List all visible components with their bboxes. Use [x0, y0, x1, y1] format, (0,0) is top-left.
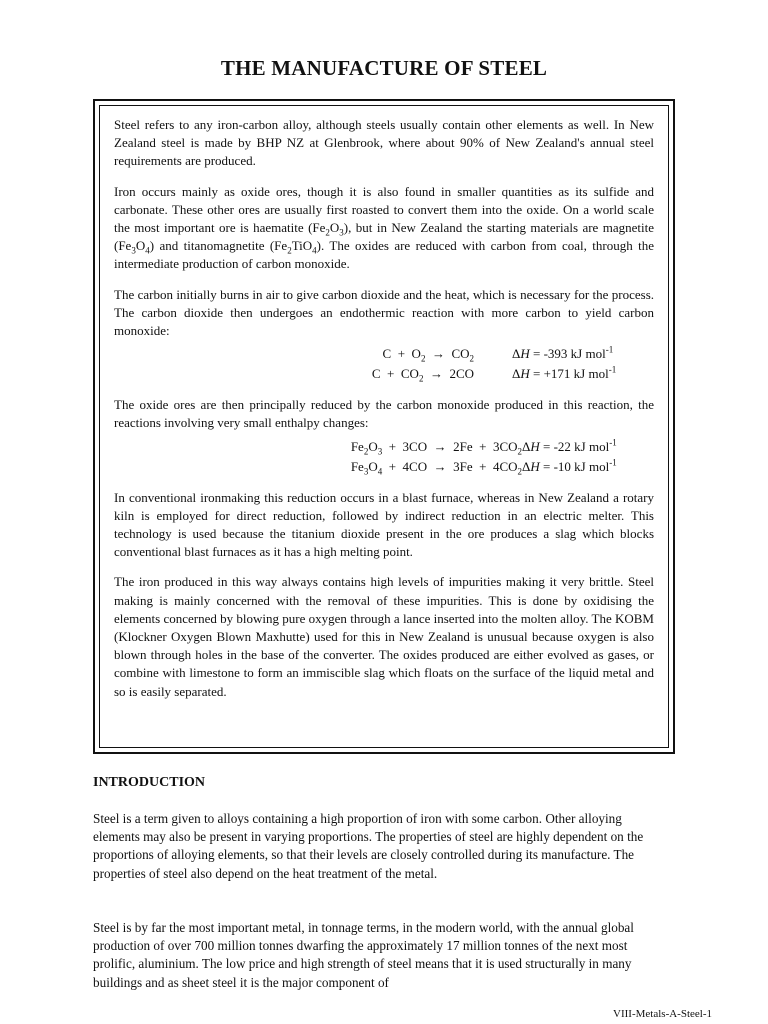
summary-paragraph-5: In conventional ironmaking this reduction occurs in a blast furnace, whereas in New Zealand a rotary kiln is employed for direct reduction, followed by indirect reduction in an electric melter. This technology is used because the titanium dioxide present in the ore produces a slag which blocks conventional blast furnaces as it has a high melting point.: [114, 489, 654, 560]
summary-paragraph-6: The iron produced in this way always contains high levels of impurities making it very brittle. Steel making is mainly concerned with the removal of these impurities. This is done by oxidising the elements concerned by blowing pure oxygen through a lance inserted into the molten alloy. The KOBM (Klockner Oxygen Blown Maxhutte) used for this in New Zealand is unusual because oxygen is also blown through holes in the base of the converter. The oxides produced are either evolved as gases, or combine with limestone to form an immiscible slag which floats on the surface of the liquid metal and so is easily separated.: [114, 574, 654, 699]
summary-box-inner: [99, 105, 669, 748]
equation-3-reaction: $Fe_2O_3 + 3CO \to 2Fe + 3CO_2$: [350, 438, 522, 457]
summary-paragraph-1: Steel refers to any iron-carbon alloy, although steels usually contain other elements as well. In New Zealand steel is made by BHP NZ at Glenbrook, where about 90% of New Zealand's annual steel requirements are produced.: [114, 117, 654, 169]
equation-3: [114, 437, 654, 457]
page-title: THE MANUFACTURE OF STEEL: [220, 56, 548, 80]
equation-4: [114, 457, 654, 477]
equation-3-enthalpy: ΔH = -22 kJ mol$^{-1}$: [522, 437, 617, 454]
summary-paragraph-2: Iron occurs mainly as oxide ores, though it is also found in smaller quantities as its sulfide and carbonate. These other ores are usually first roasted to convert them into the oxide. On a world scale the most important ore is haematite $(Fe_2O_3)$, but in New Zealand the starting materials are magnetite $(Fe_3O_4)$ and titanomagnetite $(Fe_2TiO_4)$. The oxides are reduced with carbon from coal, through the intermediate production of carbon monoxide.: [114, 183, 655, 272]
equation-2-enthalpy: ΔH = +171 kJ mol$^{-1}$: [512, 364, 617, 382]
introduction-paragraph-2: Steel is by far the most important metal, in tonnage terms, in the modern world, with the annual global production of over 700 million tonnes dwarfing the approximately 17 million tonnes of the next most prolific, aluminium. The low price and high strength of steel means that it is used structurally in many buildings and as sheet steel it is the major component of: [93, 920, 634, 990]
equation-4-reaction: $Fe_3O_4 + 4CO \to 3Fe + 4CO_2$: [350, 458, 522, 477]
equation-1-enthalpy: ΔH = -393 kJ mol$^{-1}$: [512, 344, 614, 362]
oxide-equations: [114, 437, 654, 477]
summary-box: [93, 99, 675, 754]
carbon-equations: [114, 344, 654, 384]
equation-1: [114, 344, 654, 364]
equation-2: [114, 364, 654, 384]
summary-paragraph-3: The carbon initially burns in air to give carbon dioxide and the heat, which is necessary for the process. The carbon dioxide then undergoes an endothermic reaction with more carbon to yield carbon monoxide:: [114, 286, 654, 339]
summary-paragraph-4: The oxide ores are then principally reduced by the carbon monoxide produced in this reaction, the reactions involving very small enthalpy changes:: [114, 397, 654, 431]
introduction-paragraph-1: Steel is a term given to alloys containing a high proportion of iron with some carbon. Other alloying elements may also be present in varying proportions. The properties of steel are highly dependent on the proportions of alloying elements, so that their levels are closely controlled during its manufacture. The properties of steel also depend on the heat treatment of the metal.: [93, 811, 644, 881]
page-footer: VIII-Metals-A-Steel-1: [613, 1008, 712, 1020]
equation-4-enthalpy: ΔH = -10 kJ mol$^{-1}$: [522, 457, 617, 474]
equation-1-reaction: $C + O_2 \to CO_2$: [382, 346, 474, 364]
equation-2-reaction: $C + CO_2 \to 2CO$: [371, 366, 474, 384]
introduction-heading: INTRODUCTION: [93, 775, 206, 790]
